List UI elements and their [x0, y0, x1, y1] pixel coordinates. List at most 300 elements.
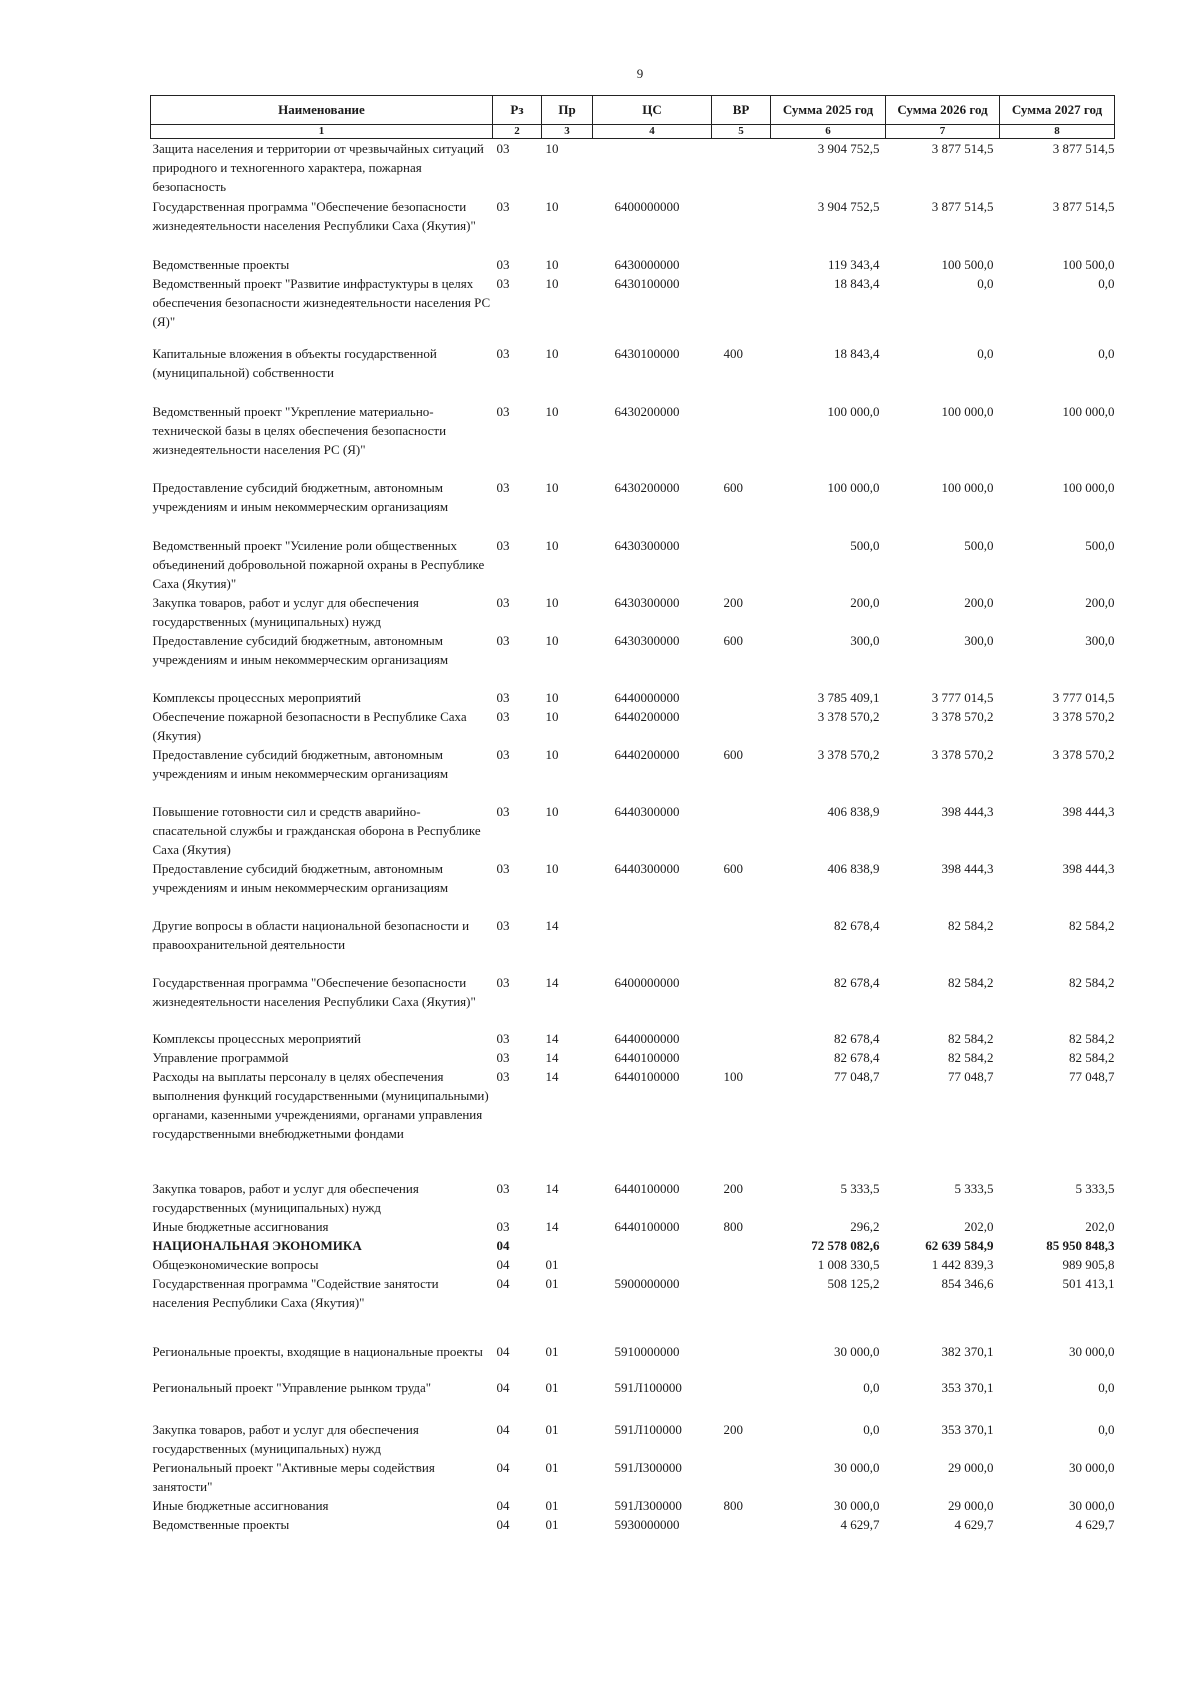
cell-rz: 04	[496, 1237, 510, 1253]
cell-sum-2027: 202,0	[1085, 1218, 1115, 1234]
cell-rz: 03	[496, 1180, 510, 1196]
cell-vr: 100	[723, 1068, 743, 1084]
cell-sum-2026: 4 629,7	[954, 1516, 994, 1532]
cell-name: Региональные проекты, входящие в национальные проекты	[152, 1343, 483, 1359]
cell-rz: 04	[496, 1256, 510, 1272]
cell-sum-2027: 0,0	[1098, 1379, 1115, 1395]
cell-sum-2025: 508 125,2	[827, 1275, 880, 1291]
cell-sum-2027: 85 950 848,3	[1046, 1237, 1115, 1253]
column-index: 6	[771, 125, 886, 139]
cell-rz: 03	[496, 1068, 510, 1084]
table-row	[151, 745, 1115, 802]
cell-sum-2026: 353 370,1	[941, 1421, 994, 1437]
cell-rz: 03	[496, 1030, 510, 1046]
table-row	[151, 802, 1115, 859]
cell-sum-2026: 398 444,3	[941, 860, 994, 876]
cell-sum-2027: 3 877 514,5	[1052, 141, 1115, 156]
cell-sum-2027: 500,0	[1085, 537, 1115, 553]
cell-vr	[712, 1342, 771, 1378]
cell-sum-2026: 500,0	[964, 537, 994, 553]
cell-name: Предоставление субсидий бюджетным, автономным учреждениям и иным некоммерческим организациям	[152, 632, 449, 667]
budget-table	[150, 95, 1115, 1534]
cell-cs: 6440200000	[614, 708, 680, 724]
cell-vr	[712, 973, 771, 1029]
cell-sum-2026: 382 370,1	[941, 1343, 994, 1359]
cell-rz: 04	[496, 1275, 510, 1291]
cell-pr: 01	[545, 1275, 559, 1291]
cell-vr	[712, 402, 771, 478]
cell-cs: 6440200000	[614, 746, 680, 762]
cell-rz: 04	[496, 1379, 510, 1395]
cell-sum-2025: 82 678,4	[834, 1030, 880, 1046]
cell-sum-2027: 30 000,0	[1069, 1497, 1115, 1513]
cell-rz: 03	[496, 860, 510, 876]
cell-rz: 03	[496, 256, 510, 272]
cell-sum-2025: 3 378 570,2	[817, 746, 880, 762]
table-row	[151, 688, 1115, 707]
header-rz: Рз	[493, 96, 542, 125]
cell-cs: 6430200000	[614, 403, 680, 419]
cell-rz: 03	[496, 141, 510, 156]
table-row	[151, 274, 1115, 344]
cell-vr: 600	[723, 479, 743, 495]
header-sum-2025: Сумма 2025 год	[771, 96, 886, 125]
cell-pr: 10	[545, 708, 559, 724]
table-row	[151, 1515, 1115, 1534]
table-body	[151, 139, 1115, 1534]
cell-cs	[593, 916, 712, 973]
cell-vr: 800	[723, 1218, 743, 1234]
table-row	[151, 1217, 1115, 1236]
cell-cs	[593, 1236, 712, 1255]
cell-cs: 5910000000	[614, 1343, 680, 1359]
cell-rz: 03	[496, 1049, 510, 1065]
cell-sum-2026: 29 000,0	[948, 1497, 994, 1513]
cell-pr: 14	[545, 1180, 559, 1196]
cell-cs: 6430300000	[614, 632, 680, 648]
cell-sum-2027: 100 500,0	[1062, 256, 1115, 272]
cell-sum-2027: 0,0	[1098, 275, 1115, 291]
cell-pr: 10	[545, 594, 559, 610]
cell-name: Государственная программа "Обеспечение безопасности жизнедеятельности населения Республики Саха (Якутия)"	[152, 974, 476, 1009]
table-row	[151, 255, 1115, 274]
cell-cs: 5930000000	[614, 1516, 680, 1532]
cell-name: Ведомственный проект "Укрепление материально-технической базы в целях обеспечения безопасности жизнедеятельности населения РС (Я)"	[152, 403, 447, 457]
cell-sum-2025: 3 785 409,1	[817, 689, 880, 705]
cell-cs: 6440100000	[614, 1218, 680, 1234]
header-sum-2026: Сумма 2026 год	[886, 96, 1000, 125]
cell-sum-2027: 3 378 570,2	[1052, 746, 1115, 762]
cell-sum-2027: 30 000,0	[1069, 1459, 1115, 1475]
header-vr: ВР	[712, 96, 771, 125]
cell-pr: 10	[545, 746, 559, 762]
cell-sum-2025: 3 378 570,2	[817, 708, 880, 724]
column-index: 7	[886, 125, 1000, 139]
cell-vr: 400	[723, 345, 743, 361]
cell-sum-2026: 82 584,2	[948, 1030, 994, 1046]
cell-vr: 200	[723, 1421, 743, 1437]
cell-pr: 01	[545, 1459, 559, 1475]
cell-sum-2025: 0,0	[863, 1379, 880, 1395]
cell-pr: 10	[545, 141, 559, 156]
table-row	[151, 1420, 1115, 1458]
cell-sum-2026: 353 370,1	[941, 1379, 994, 1395]
cell-sum-2026: 0,0	[977, 275, 994, 291]
cell-rz: 03	[496, 275, 510, 291]
cell-pr: 10	[545, 803, 559, 819]
cell-name: Общеэкономические вопросы	[152, 1256, 319, 1272]
cell-vr	[712, 1274, 771, 1342]
header-sum-2027: Сумма 2027 год	[1000, 96, 1115, 125]
cell-name: Предоставление субсидий бюджетным, автономным учреждениям и иным некоммерческим организациям	[152, 746, 449, 781]
cell-pr	[542, 1236, 593, 1255]
cell-cs: 6440100000	[614, 1180, 680, 1196]
cell-vr	[712, 688, 771, 707]
table-row	[151, 402, 1115, 478]
cell-cs: 6440000000	[614, 689, 680, 705]
cell-name: Расходы на выплаты персоналу в целях обеспечения выполнения функций государственными (муниципальными) органами, казенными учреждениями, органами управления государственными внебюджетными фондами	[152, 1068, 489, 1141]
cell-sum-2025: 30 000,0	[834, 1343, 880, 1359]
table-row	[151, 1458, 1115, 1496]
cell-vr	[712, 1029, 771, 1048]
cell-rz: 03	[496, 974, 510, 990]
cell-vr	[712, 1458, 771, 1496]
cell-sum-2027: 3 378 570,2	[1052, 708, 1115, 724]
cell-sum-2027: 30 000,0	[1069, 1343, 1115, 1359]
cell-sum-2025: 119 343,4	[827, 256, 880, 272]
table-row	[151, 478, 1115, 536]
cell-name: Региональный проект "Активные меры содействия занятости"	[152, 1459, 435, 1494]
cell-sum-2027: 100 000,0	[1062, 403, 1115, 419]
cell-sum-2026: 854 346,6	[941, 1275, 994, 1291]
cell-sum-2026: 0,0	[977, 345, 994, 361]
cell-name: Предоставление субсидий бюджетным, автономным учреждениям и иным некоммерческим организациям	[152, 860, 449, 895]
cell-cs: 6430200000	[614, 479, 680, 495]
header-name: Наименование	[151, 96, 493, 125]
cell-name: Предоставление субсидий бюджетным, автономным учреждениям и иным некоммерческим организациям	[152, 479, 449, 514]
cell-cs	[593, 1255, 712, 1274]
cell-sum-2027: 82 584,2	[1069, 1030, 1115, 1046]
cell-rz: 04	[496, 1497, 510, 1513]
cell-sum-2025: 72 578 082,6	[811, 1237, 880, 1253]
cell-cs	[593, 139, 712, 197]
column-index: 3	[542, 125, 593, 139]
cell-cs: 591Л300000	[614, 1459, 682, 1475]
table-row	[151, 859, 1115, 916]
cell-cs: 6440300000	[614, 803, 680, 819]
column-index: 8	[1000, 125, 1115, 139]
cell-sum-2027: 0,0	[1098, 345, 1115, 361]
cell-cs: 5900000000	[614, 1275, 680, 1291]
header-pr: Пр	[542, 96, 593, 125]
table-row	[151, 707, 1115, 745]
table-row	[151, 1179, 1115, 1217]
cell-pr: 01	[545, 1497, 559, 1513]
cell-pr: 14	[545, 1049, 559, 1065]
cell-cs: 6440100000	[614, 1049, 680, 1065]
cell-sum-2026: 100 000,0	[941, 403, 994, 419]
cell-sum-2027: 501 413,1	[1062, 1275, 1115, 1291]
table-row	[151, 1496, 1115, 1515]
cell-rz: 03	[496, 803, 510, 819]
table-row	[151, 1342, 1115, 1378]
cell-sum-2026: 62 639 584,9	[925, 1237, 994, 1253]
cell-rz: 04	[496, 1343, 510, 1359]
cell-sum-2025: 82 678,4	[834, 1049, 880, 1065]
table-row	[151, 1029, 1115, 1048]
cell-vr	[712, 1048, 771, 1067]
cell-sum-2027: 3 777 014,5	[1052, 689, 1115, 705]
cell-sum-2027: 82 584,2	[1069, 917, 1115, 933]
cell-sum-2025: 300,0	[850, 632, 880, 648]
page-number: 9	[636, 66, 644, 81]
cell-sum-2026: 77 048,7	[948, 1068, 994, 1084]
table-row	[151, 344, 1115, 402]
cell-sum-2027: 300,0	[1085, 632, 1115, 648]
cell-name: Управление программой	[152, 1049, 289, 1065]
table-row	[151, 1255, 1115, 1274]
cell-rz: 03	[496, 746, 510, 762]
cell-sum-2025: 18 843,4	[834, 275, 880, 291]
cell-rz: 03	[496, 479, 510, 495]
cell-sum-2026: 100 500,0	[941, 256, 994, 272]
cell-cs: 6430000000	[614, 256, 680, 272]
cell-sum-2027: 5 333,5	[1075, 1180, 1115, 1196]
cell-pr: 10	[545, 198, 559, 214]
cell-cs: 6400000000	[614, 974, 680, 990]
table-row	[151, 197, 1115, 255]
cell-sum-2027: 82 584,2	[1069, 1049, 1115, 1065]
cell-name: Закупка товаров, работ и услуг для обеспечения государственных (муниципальных) нужд	[152, 1421, 419, 1456]
cell-vr: 600	[723, 632, 743, 648]
cell-pr: 14	[545, 974, 559, 990]
cell-rz: 03	[496, 632, 510, 648]
cell-pr: 10	[545, 403, 559, 419]
column-index-row	[151, 125, 1115, 139]
cell-sum-2026: 5 333,5	[954, 1180, 994, 1196]
cell-rz: 03	[496, 403, 510, 419]
cell-cs: 6440300000	[614, 860, 680, 876]
cell-sum-2025: 3 904 752,5	[817, 141, 880, 156]
cell-vr: 600	[723, 860, 743, 876]
cell-sum-2025: 30 000,0	[834, 1459, 880, 1475]
cell-pr: 14	[545, 1068, 559, 1084]
cell-pr: 10	[545, 860, 559, 876]
cell-name: Государственная программа "Обеспечение безопасности жизнедеятельности населения Республики Саха (Якутия)"	[152, 198, 476, 233]
cell-name: Закупка товаров, работ и услуг для обеспечения государственных (муниципальных) нужд	[152, 594, 419, 629]
cell-sum-2027: 77 048,7	[1069, 1068, 1115, 1084]
cell-sum-2026: 82 584,2	[948, 974, 994, 990]
cell-sum-2026: 3 378 570,2	[931, 746, 994, 762]
cell-sum-2027: 398 444,3	[1062, 860, 1115, 876]
column-index: 4	[593, 125, 712, 139]
cell-cs: 6440100000	[614, 1068, 680, 1084]
cell-vr	[712, 255, 771, 274]
cell-rz: 03	[496, 1218, 510, 1234]
cell-name: Повышение готовности сил и средств аварийно-спасательной службы и гражданская оборона в Республике Саха (Якутия)	[152, 803, 481, 857]
cell-pr: 10	[545, 275, 559, 291]
table-row	[151, 973, 1115, 1029]
cell-sum-2025: 5 333,5	[840, 1180, 880, 1196]
cell-sum-2026: 398 444,3	[941, 803, 994, 819]
cell-pr: 10	[545, 537, 559, 553]
cell-sum-2025: 200,0	[850, 594, 880, 610]
cell-cs: 6440000000	[614, 1030, 680, 1046]
cell-rz: 03	[496, 689, 510, 705]
cell-sum-2027: 82 584,2	[1069, 974, 1115, 990]
cell-vr: 600	[723, 746, 743, 762]
cell-sum-2025: 82 678,4	[834, 974, 880, 990]
cell-pr: 10	[545, 479, 559, 495]
cell-sum-2027: 398 444,3	[1062, 803, 1115, 819]
cell-vr	[712, 802, 771, 859]
cell-name: Ведомственные проекты	[152, 1516, 290, 1532]
cell-sum-2026: 1 442 839,3	[931, 1256, 994, 1272]
cell-sum-2026: 200,0	[964, 594, 994, 610]
cell-pr: 10	[545, 689, 559, 705]
cell-rz: 03	[496, 708, 510, 724]
cell-vr	[712, 197, 771, 255]
table-row	[151, 139, 1115, 197]
cell-sum-2026: 82 584,2	[948, 1049, 994, 1065]
cell-vr	[712, 1515, 771, 1534]
cell-sum-2025: 100 000,0	[827, 479, 880, 495]
table-row	[151, 536, 1115, 593]
cell-rz: 03	[496, 917, 510, 933]
cell-pr: 10	[545, 256, 559, 272]
cell-name: Ведомственный проект "Развитие инфрастуктуры в целях обеспечения безопасности жизнедеятельности населения РС (Я)"	[152, 275, 491, 329]
cell-sum-2025: 296,2	[850, 1218, 880, 1234]
cell-cs: 6430100000	[614, 345, 680, 361]
cell-vr	[712, 1255, 771, 1274]
cell-pr: 01	[545, 1256, 559, 1272]
cell-sum-2025: 1 008 330,5	[817, 1256, 880, 1272]
cell-sum-2027: 200,0	[1085, 594, 1115, 610]
cell-rz: 03	[496, 594, 510, 610]
cell-sum-2027: 4 629,7	[1075, 1516, 1115, 1532]
column-index: 1	[151, 125, 493, 139]
table-row	[151, 1274, 1115, 1342]
cell-name: Закупка товаров, работ и услуг для обеспечения государственных (муниципальных) нужд	[152, 1180, 419, 1215]
column-index: 2	[493, 125, 542, 139]
cell-name: Государственная программа "Содействие занятости населения Республики Саха (Якутия)"	[152, 1275, 439, 1310]
header-row	[151, 96, 1115, 125]
cell-name: Защита населения и территории от чрезвычайных ситуаций природного и техногенного характера, пожарная безопасность	[152, 141, 484, 194]
header-cs: ЦС	[593, 96, 712, 125]
cell-rz: 04	[496, 1421, 510, 1437]
cell-sum-2025: 18 843,4	[834, 345, 880, 361]
cell-name: Ведомственный проект "Усиление роли общественных объединений добровольной пожарной охраны в Республике Саха (Якутия)"	[152, 537, 485, 591]
cell-vr	[712, 274, 771, 344]
cell-name: Иные бюджетные ассигнования	[152, 1497, 329, 1513]
cell-sum-2027: 989 905,8	[1062, 1256, 1115, 1272]
cell-sum-2027: 100 000,0	[1062, 479, 1115, 495]
table-row	[151, 1236, 1115, 1255]
cell-rz: 03	[496, 537, 510, 553]
cell-vr	[712, 536, 771, 593]
table-row	[151, 1048, 1115, 1067]
cell-sum-2026: 100 000,0	[941, 479, 994, 495]
cell-sum-2026: 82 584,2	[948, 917, 994, 933]
cell-cs: 6430100000	[614, 275, 680, 291]
cell-cs: 6430300000	[614, 594, 680, 610]
cell-name: Комплексы процессных мероприятий	[152, 1030, 361, 1046]
table-row	[151, 1378, 1115, 1420]
cell-rz: 03	[496, 198, 510, 214]
cell-cs: 6400000000	[614, 198, 680, 214]
cell-sum-2026: 202,0	[964, 1218, 994, 1234]
table-row	[151, 593, 1115, 631]
cell-sum-2025: 0,0	[863, 1421, 880, 1437]
cell-name: Иные бюджетные ассигнования	[152, 1218, 329, 1234]
cell-sum-2025: 82 678,4	[834, 917, 880, 933]
cell-rz: 04	[496, 1459, 510, 1475]
cell-sum-2026: 3 378 570,2	[931, 708, 994, 724]
cell-pr: 14	[545, 917, 559, 933]
table-row	[151, 631, 1115, 688]
cell-vr	[712, 1378, 771, 1420]
cell-pr: 10	[545, 632, 559, 648]
cell-name: Капитальные вложения в объекты государственной (муниципальной) собственности	[152, 345, 437, 380]
table-row	[151, 1067, 1115, 1179]
cell-vr: 200	[723, 1180, 743, 1196]
cell-name: НАЦИОНАЛЬНАЯ ЭКОНОМИКА	[152, 1237, 362, 1253]
cell-vr	[712, 707, 771, 745]
cell-pr: 01	[545, 1421, 559, 1437]
cell-sum-2026: 3 877 514,5	[931, 198, 994, 214]
cell-pr: 01	[545, 1343, 559, 1359]
cell-sum-2025: 100 000,0	[827, 403, 880, 419]
cell-cs: 591Л100000	[614, 1379, 682, 1395]
cell-name: Обеспечение пожарной безопасности в Республике Саха (Якутия)	[152, 708, 467, 743]
cell-sum-2025: 77 048,7	[834, 1068, 880, 1084]
cell-vr	[712, 139, 771, 197]
cell-vr	[712, 916, 771, 973]
column-index: 5	[712, 125, 771, 139]
cell-pr: 10	[545, 345, 559, 361]
cell-sum-2025: 4 629,7	[840, 1516, 880, 1532]
cell-sum-2026: 3 777 014,5	[931, 689, 994, 705]
cell-rz: 04	[496, 1516, 510, 1532]
cell-pr: 14	[545, 1030, 559, 1046]
cell-cs: 591Л300000	[614, 1497, 682, 1513]
cell-vr: 800	[723, 1497, 743, 1513]
cell-sum-2025: 3 904 752,5	[817, 198, 880, 214]
cell-cs: 591Л100000	[614, 1421, 682, 1437]
cell-sum-2025: 406 838,9	[827, 803, 880, 819]
cell-cs: 6430300000	[614, 537, 680, 553]
cell-name: Комплексы процессных мероприятий	[152, 689, 361, 705]
cell-pr: 01	[545, 1516, 559, 1532]
table-row	[151, 916, 1115, 973]
cell-sum-2026: 300,0	[964, 632, 994, 648]
cell-rz: 03	[496, 345, 510, 361]
cell-name: Региональный проект "Управление рынком труда"	[152, 1379, 432, 1395]
cell-vr: 200	[723, 594, 743, 610]
cell-pr: 14	[545, 1218, 559, 1234]
cell-sum-2025: 30 000,0	[834, 1497, 880, 1513]
cell-sum-2026: 29 000,0	[948, 1459, 994, 1475]
cell-sum-2026: 3 877 514,5	[931, 141, 994, 156]
cell-sum-2027: 0,0	[1098, 1421, 1115, 1437]
cell-name: Ведомственные проекты	[152, 256, 290, 272]
cell-name: Другие вопросы в области национальной безопасности и правоохранительной деятельности	[152, 917, 470, 952]
cell-sum-2027: 3 877 514,5	[1052, 198, 1115, 214]
cell-sum-2025: 406 838,9	[827, 860, 880, 876]
cell-sum-2025: 500,0	[850, 537, 880, 553]
cell-vr	[712, 1236, 771, 1255]
cell-pr: 01	[545, 1379, 559, 1395]
